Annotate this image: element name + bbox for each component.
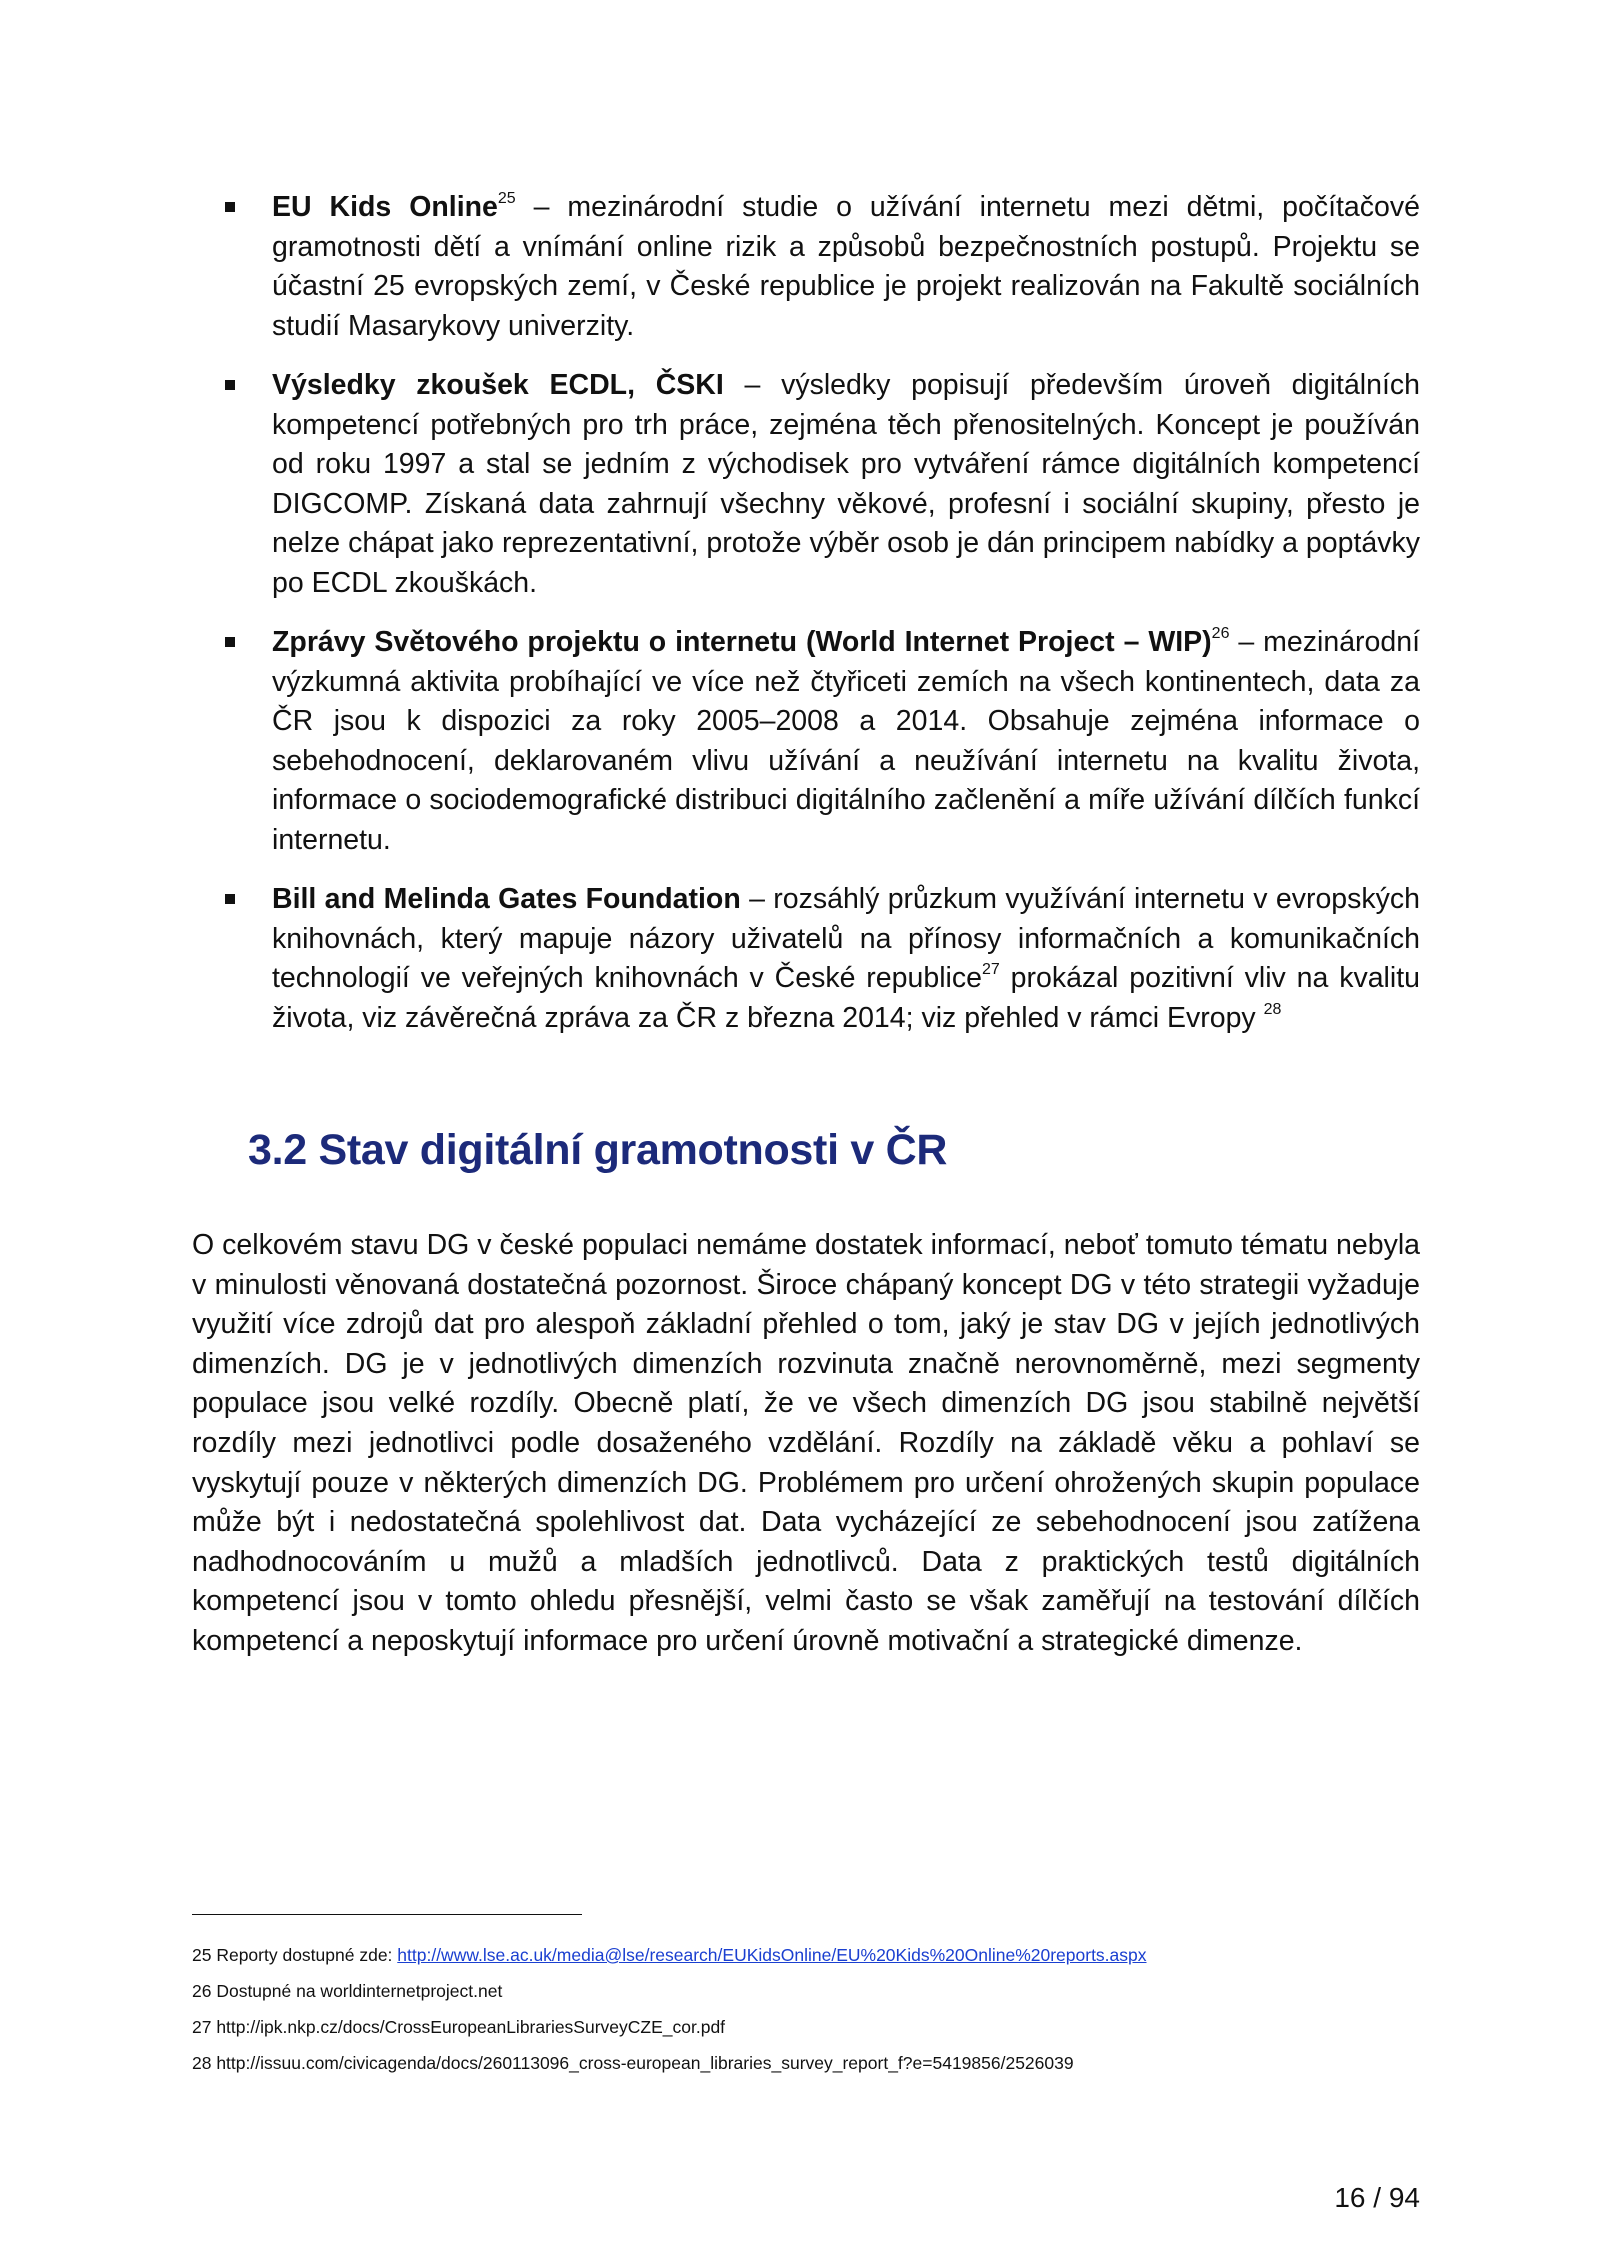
bullet-square-icon [225, 894, 235, 904]
footnote-text: 25 Reporty dostupné zde: [192, 1945, 398, 1965]
bullet-square-icon [225, 637, 235, 647]
list-item-body: – rozsáhlý průzkum využívání internetu v evropských knihovnách, který mapuje názory uživatelů na přínosy informačních a komunikačních technologií ve veřejných knihovnách v České republice [272, 883, 1420, 994]
list-item-body: – mezinárodní studie o užívání internetu mezi dětmi, počítačové gramotnosti dětí a vnímání online rizik a způsobů bezpečnostních postupů. Projektu se účastní 25 evropských zemí, v České republice je projekt realizován na Fakultě sociálních studií Masarykovy univerzity. [272, 191, 1420, 342]
section-paragraph: O celkovém stavu DG v české populaci nemáme dostatek informací, neboť tomuto tématu nebyla v minulosti věnovaná dostatečná pozornost. Široce chápaný koncept DG v této strategii vyžaduje využití více zdrojů dat pro alespoň základní přehled o tom, jaký je stav DG v jejích jednotlivých dimenzích. DG je v jednotlivých dimenzích rozvinuta značně nerovnoměrně, mezi segmenty populace jsou velké rozdíly. Obecně platí, že ve všech dimenzích DG jsou stabilně největší rozdíly mezi jednotlivci podle dosaženého vzdělání. Rozdíly na základě věku a pohlaví se vyskytují pouze v některých dimenzích DG. Problémem pro určení ohrožených skupin populace může být i nedostatečná spolehlivost dat. Data vycházející ze sebehodnocení jsou zatížena nadhodnocováním u mužů a mladších jednotlivců. Data z praktických testů digitálních kompetencí jsou v tomto ohledu přesnější, velmi často se však zaměřují na testování dílčích kompetencí a neposkytují informace pro určení úrovně motivační a strategické dimenze. [192, 1229, 1420, 1657]
list-item [222, 880, 1420, 1038]
footnote-ref[interactable]: 28 [1263, 1000, 1282, 1018]
list-item-body: – výsledky popisují především úroveň digitálních kompetencí potřebných pro trh práce, zejména těch přenositelných. Koncept je používán od roku 1997 a stal se jedním z východisek pro vytváření rámce digitálních kompetencí DIGCOMP. Získaná data zahrnují všechny věkové, profesní i sociální skupiny, přesto je nelze chápat jako reprezentativní, protože výběr osob je dán principem nabídky a poptávky po ECDL zkouškách. [272, 369, 1421, 599]
footnote-text: 28 http://issuu.com/civicagenda/docs/260113096_cross-european_libraries_survey_report_f?e=5419856/2526039 [192, 2053, 1074, 2073]
source-list [222, 188, 1420, 1058]
footnote-ref[interactable]: 27 [981, 961, 1000, 978]
list-item-title: EU Kids Online [272, 191, 498, 223]
footnote-item [192, 1980, 1420, 2002]
footnote-item [192, 2052, 1420, 2074]
list-item-text [272, 623, 1420, 860]
list-item [222, 623, 1420, 860]
footnote-item [192, 2016, 1420, 2038]
list-item-title: Výsledky zkoušek ECDL, ČSKI [272, 369, 724, 401]
footnote-ref[interactable]: 25 [497, 190, 516, 207]
footnote-divider [192, 1914, 582, 1915]
list-item-title: Bill and Melinda Gates Foundation [272, 883, 741, 915]
bullet-square-icon [225, 380, 235, 390]
section-heading: 3.2 Stav digitální gramotnosti v ČR [248, 1126, 948, 1174]
list-item [222, 366, 1420, 603]
footnote-text: 26 Dostupné na worldinternetproject.net [192, 1981, 503, 2001]
list-item-body-continued: prokázal pozitivní vliv na kvalitu života, viz závěrečná zpráva za ČR z března 2014; viz přehled v rámci Evropy [272, 962, 1420, 1034]
list-item-body: – mezinárodní výzkumná aktivita probíhající ve více než čtyřiceti zemích na všech kontinentech, data za ČR jsou k dispozici za roky 2005–2008 a 2014. Obsahuje zejména informace o sebehodnocení, deklarovaném vlivu užívání a neužívání internetu na kvalitu života, informace o sociodemografické distribuci digitálního začlenění a míře užívání dílčích funkcí internetu. [272, 626, 1421, 856]
list-item-text [272, 880, 1420, 1038]
footnote-ref[interactable]: 26 [1211, 625, 1230, 642]
footnote-item [192, 1944, 1420, 1966]
list-item-text [272, 366, 1420, 603]
list-item-text [272, 188, 1420, 346]
footnotes [192, 1944, 1420, 2088]
page-number: 16 / 94 [1334, 2182, 1420, 2213]
bullet-square-icon [225, 202, 235, 212]
footnote-text: 27 http://ipk.nkp.cz/docs/CrossEuropeanLibrariesSurveyCZE_cor.pdf [192, 2017, 726, 2037]
list-item [222, 188, 1420, 346]
list-item-title: Zprávy Světového projektu o internetu (World Internet Project – WIP) [272, 626, 1212, 658]
footnote-link[interactable]: http://www.lse.ac.uk/media@lse/research/EUKidsOnline/EU%20Kids%20Online%20reports.aspx [397, 1945, 1147, 1965]
